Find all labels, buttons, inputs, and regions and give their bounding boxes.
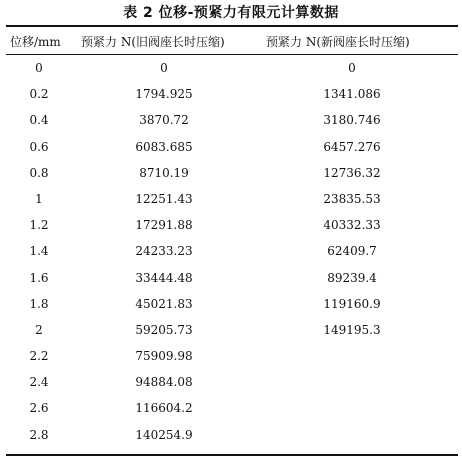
cell-displacement: 0.8 — [29, 165, 49, 180]
table-row — [0, 266, 462, 292]
cell-displacement: 0.4 — [29, 113, 49, 128]
table-row — [0, 135, 462, 161]
table-row — [0, 396, 462, 422]
cell-preload-new-seat: 89239.4 — [327, 270, 377, 285]
table-header-rule — [6, 54, 458, 55]
table-header — [0, 27, 462, 54]
cell-displacement: 1.4 — [29, 244, 49, 259]
table-row — [0, 82, 462, 108]
cell-displacement: 1.6 — [29, 270, 49, 285]
table-row — [0, 344, 462, 370]
cell-preload-old-seat: 75909.98 — [135, 349, 193, 364]
cell-preload-old-seat: 12251.43 — [135, 191, 193, 206]
cell-preload-old-seat: 1794.925 — [135, 87, 193, 102]
cell-preload-new-seat: 12736.32 — [323, 165, 381, 180]
cell-displacement: 2.2 — [29, 349, 49, 364]
table-row — [0, 318, 462, 344]
cell-preload-old-seat: 6083.685 — [135, 139, 193, 154]
cell-preload-old-seat: 94884.08 — [135, 375, 193, 390]
cell-preload-new-seat: 3180.746 — [323, 113, 381, 128]
header-displacement: 位移/mm — [10, 35, 61, 49]
cell-preload-old-seat: 8710.19 — [139, 165, 189, 180]
cell-preload-new-seat: 0 — [348, 61, 356, 75]
table-row — [0, 292, 462, 318]
cell-displacement: 0 — [35, 61, 43, 75]
cell-preload-new-seat: 23835.53 — [323, 191, 381, 206]
cell-displacement: 2.8 — [29, 427, 49, 442]
cell-preload-old-seat: 3870.72 — [139, 113, 189, 128]
cell-preload-old-seat: 17291.88 — [135, 218, 193, 233]
table-row — [0, 370, 462, 396]
table-row — [0, 239, 462, 265]
cell-displacement: 0.2 — [29, 87, 49, 102]
cell-preload-new-seat: 6457.276 — [323, 139, 381, 154]
table-title: 表 2 位移-预紧力有限元计算数据 — [123, 5, 339, 21]
cell-preload-old-seat: 45021.83 — [135, 296, 193, 311]
table-body — [0, 56, 462, 449]
cell-preload-old-seat: 33444.48 — [135, 270, 193, 285]
cell-preload-new-seat: 62409.7 — [327, 244, 377, 259]
table-row — [0, 108, 462, 134]
cell-displacement: 1.2 — [29, 218, 49, 233]
cell-displacement: 0.6 — [29, 139, 49, 154]
cell-preload-new-seat: 119160.9 — [323, 296, 381, 311]
table-row — [0, 423, 462, 449]
table-row — [0, 161, 462, 187]
cell-displacement: 1 — [35, 191, 43, 206]
cell-preload-new-seat: 40332.33 — [323, 218, 381, 233]
cell-displacement: 2.4 — [29, 375, 49, 390]
table-row — [0, 56, 462, 82]
header-preload-new-seat: 预紧力 N(新阀座长时压缩) — [266, 35, 410, 49]
cell-preload-old-seat: 59205.73 — [135, 322, 193, 337]
cell-preload-new-seat: 1341.086 — [323, 87, 381, 102]
header-preload-old-seat: 预紧力 N(旧阀座长时压缩) — [81, 35, 225, 49]
cell-preload-old-seat: 116604.2 — [135, 401, 193, 416]
cell-preload-old-seat: 0 — [160, 61, 168, 75]
table-row — [0, 213, 462, 239]
cell-displacement: 2.6 — [29, 401, 49, 416]
table-bottom-rule — [6, 454, 458, 456]
table-row — [0, 187, 462, 213]
cell-preload-old-seat: 140254.9 — [135, 427, 193, 442]
cell-preload-new-seat: 149195.3 — [323, 322, 381, 337]
cell-preload-old-seat: 24233.23 — [135, 244, 193, 259]
cell-displacement: 1.8 — [29, 296, 49, 311]
cell-displacement: 2 — [35, 322, 43, 337]
